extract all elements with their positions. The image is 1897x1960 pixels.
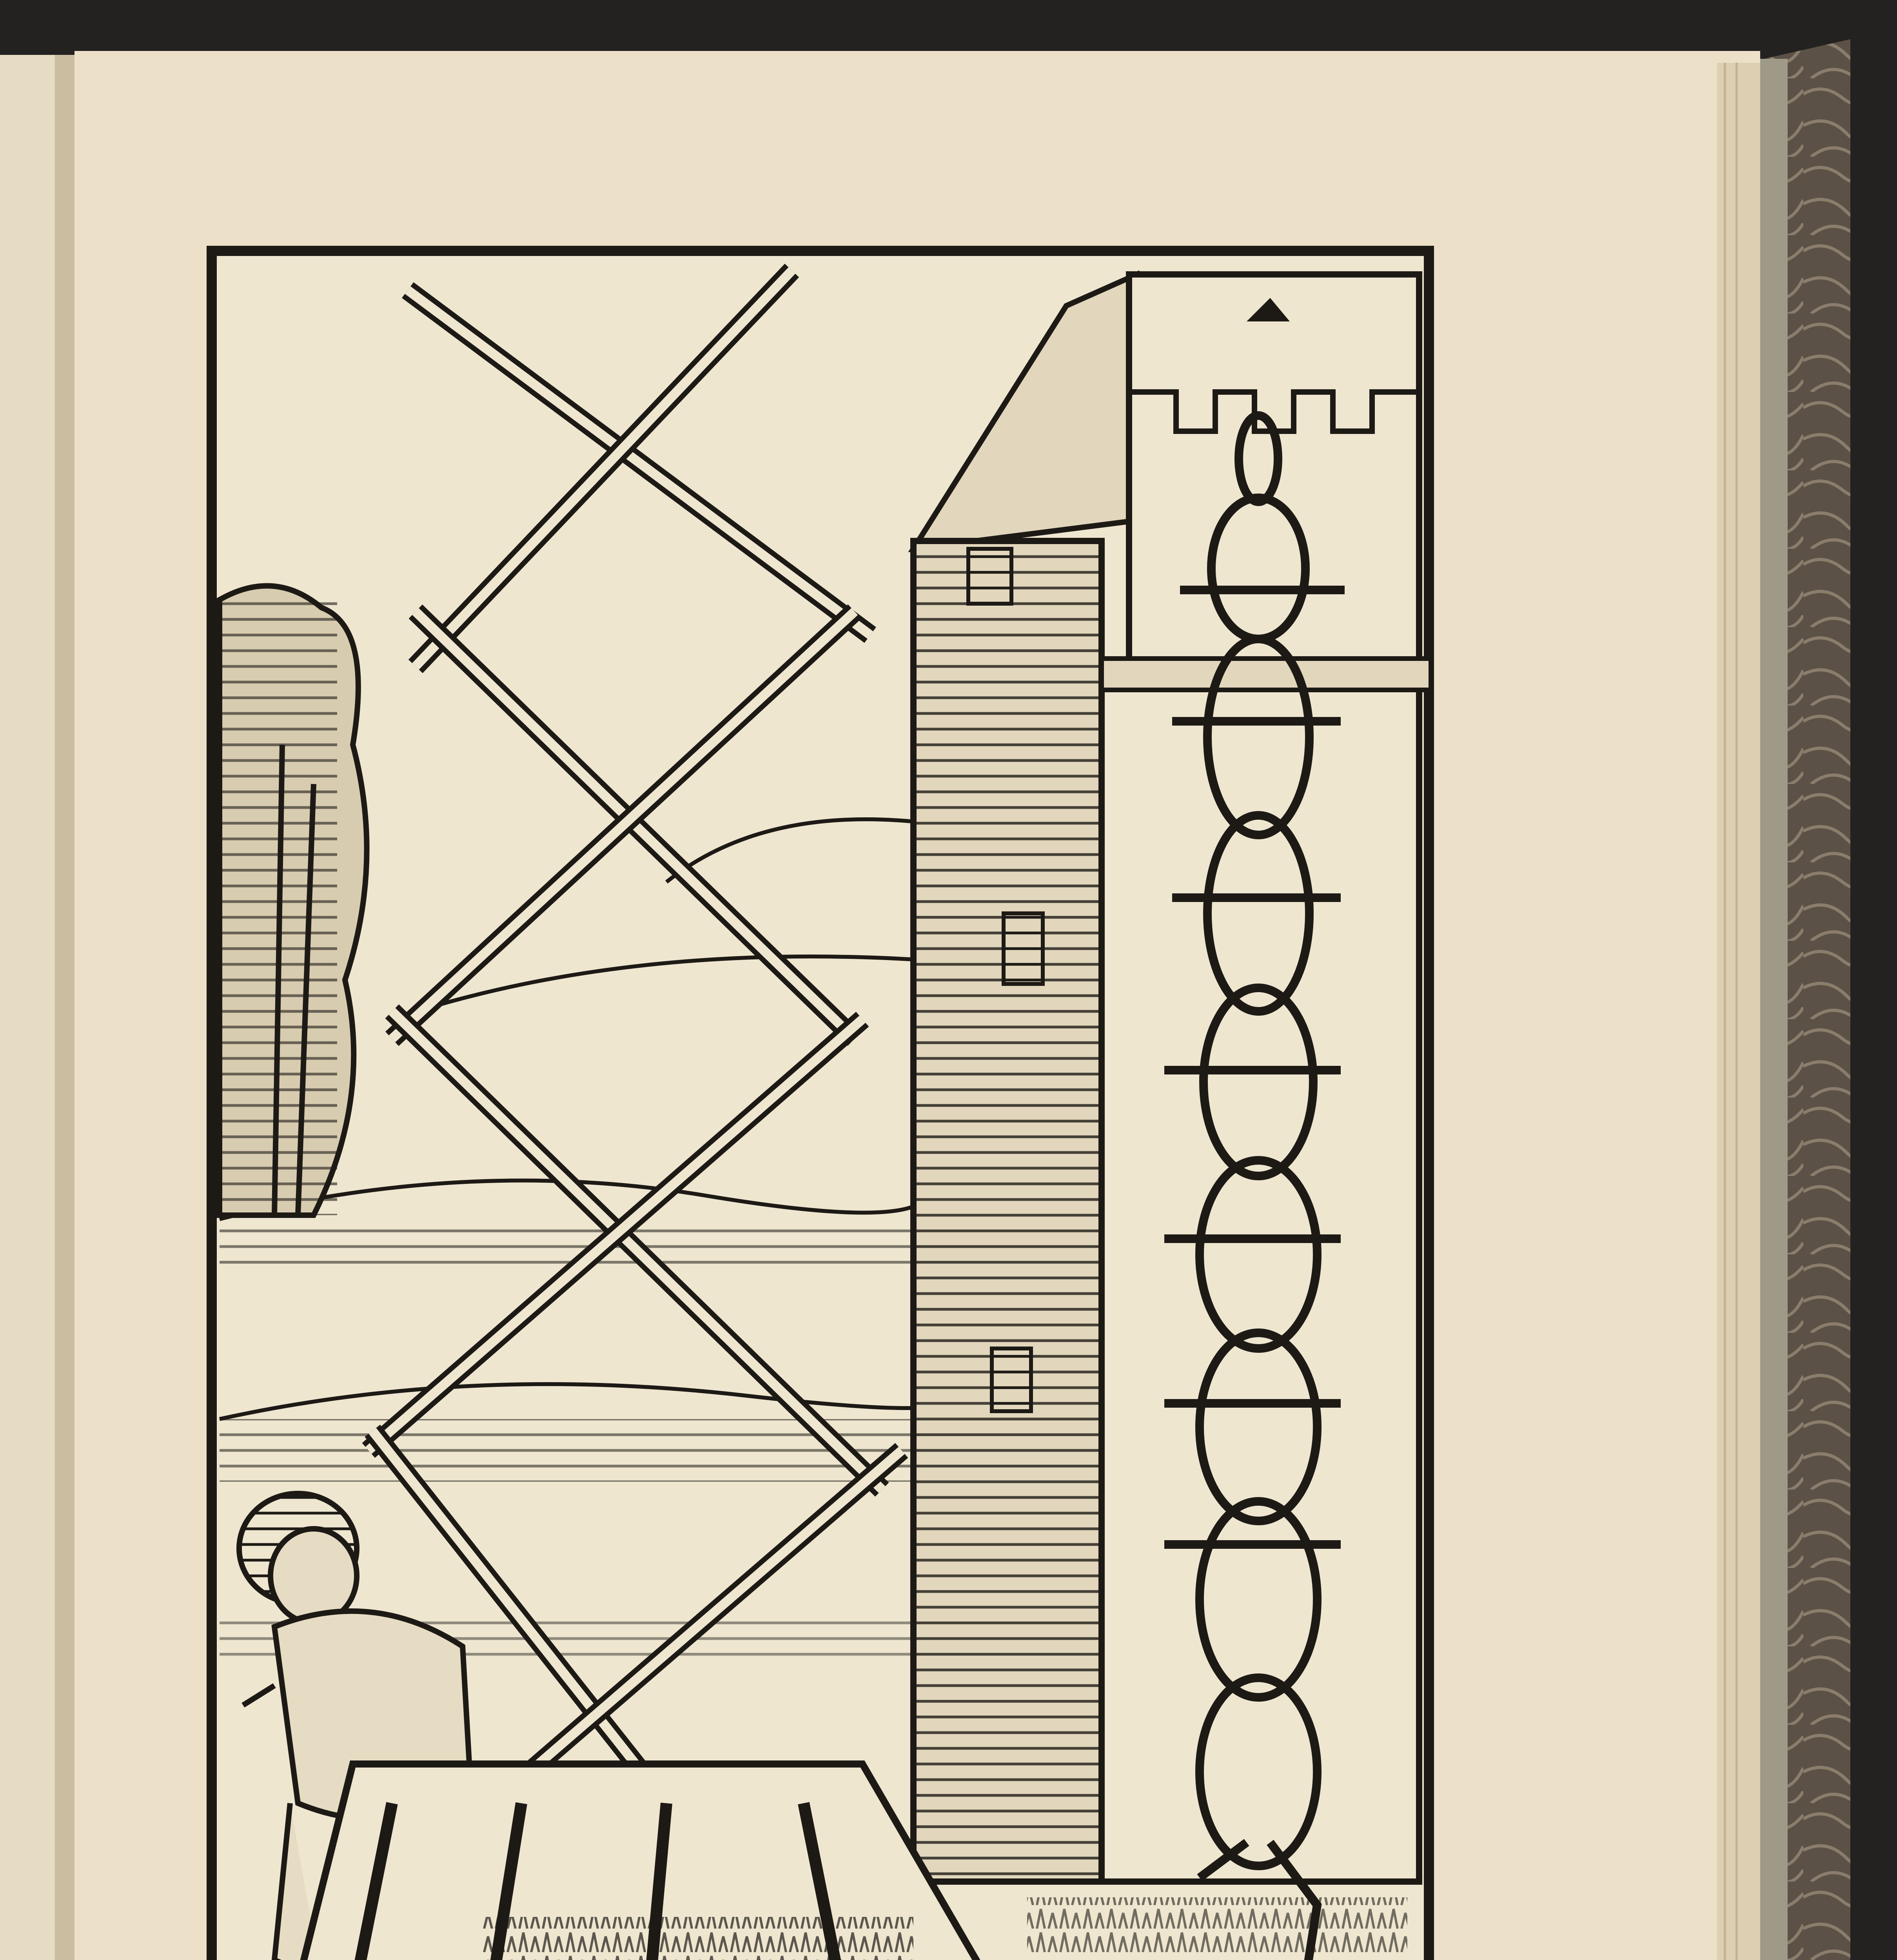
tree-icon [220,586,367,1215]
tower-window [992,1348,1031,1411]
tower-window [968,549,1011,604]
tower-window [1004,913,1043,984]
tower-icon [913,274,1431,1882]
left-page-edge [0,55,82,1960]
woodcut-illustration [212,251,1431,1960]
